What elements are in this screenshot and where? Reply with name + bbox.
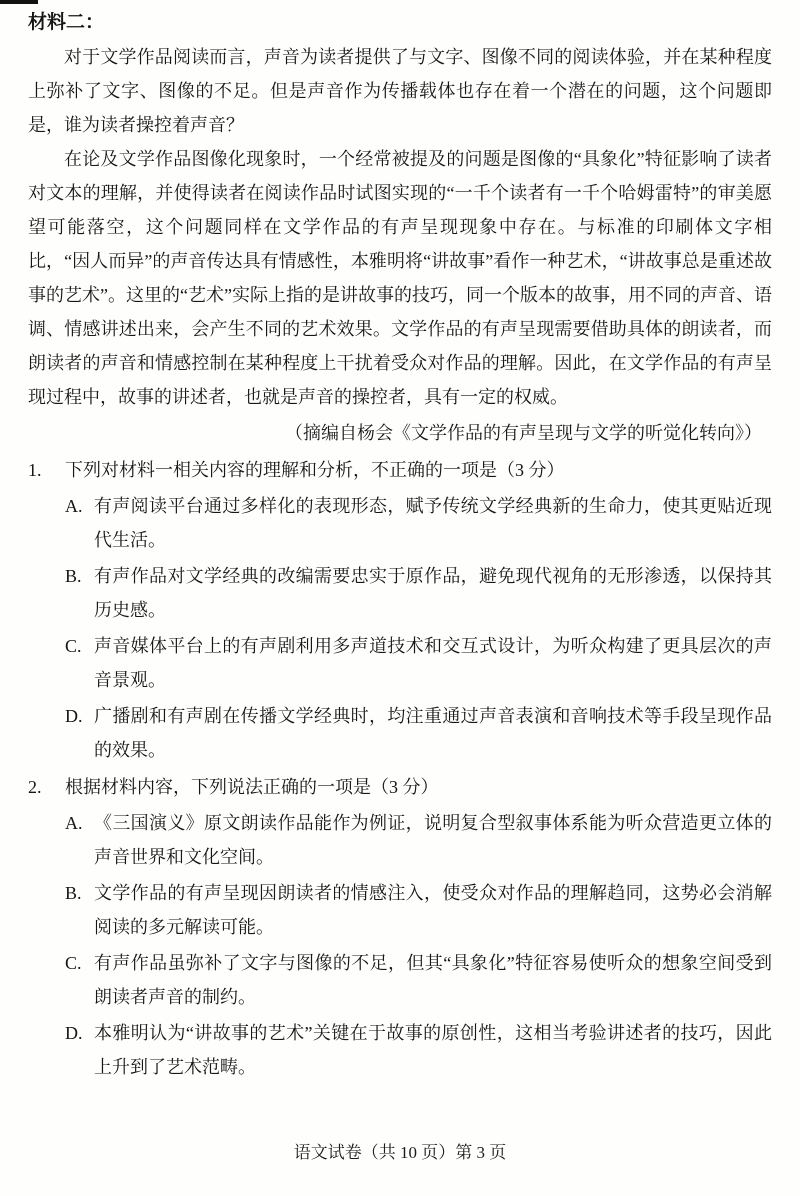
question-1-stem-row [28,453,772,487]
question-2-option-b [65,876,772,944]
material-heading: 材料二： [28,12,105,33]
option-text: 本雅明认为“讲故事的艺术”关键在于故事的原创性，这相当考验讲述者的技巧，因此上升到了艺术范畴。 [94,1023,772,1077]
option-label: C. [65,636,82,656]
question-1-option-a [65,489,772,557]
material-paragraph-1: 对于文学作品阅读而言，声音为读者提供了与文字、图像不同的阅读体验，并在某种程度上弥补了文字、图像的不足。但是声音作为传播载体也存在着一个潜在的问题，这个问题即是，谁为读者操控着声音？ [28,47,772,135]
option-label: D. [65,1023,83,1043]
option-label: B. [65,566,82,586]
question-2-stem: 根据材料内容，下列说法正确的一项是（3 分） [65,777,439,797]
option-label: A. [65,496,83,516]
option-text: 有声作品对文学经典的改编需要忠实于原作品，避免现代视角的无形渗透，以保持其历史感。 [94,566,772,620]
option-text: 有声作品虽弥补了文字与图像的不足，但其“具象化”特征容易使听众的想象空间受到朗读者声音的制约。 [94,953,772,1007]
option-label: B. [65,883,82,903]
question-1-number: 1. [28,460,42,480]
question-1-option-b [65,559,772,627]
option-label: A. [65,813,83,833]
material-paragraph-2: 在论及文学作品图像化现象时，一个经常被提及的问题是图像的“具象化”特征影响了读者对文本的理解，并使得读者在阅读作品时试图实现的“一千个读者有一千个哈姆雷特”的审美愿望可能落空，这个问题同样在文学作品的有声呈现现象中存在。与标准的印刷体文字相比，“因人而异”的声音传达具有情感性，本雅明将“讲故事”看作一种艺术，“讲故事总是重述故事的艺术”。这里的“艺术”实际上指的是讲故事的技巧，同一个版本的故事，用不同的声音、语调、情感讲述出来，会产生不同的艺术效果。文学作品的有声呈现需要借助具体的朗读者，而朗读者的声音和情感控制在某种程度上干扰着受众对作品的理解。因此，在文学作品的有声呈现过程中，故事的讲述者，也就是声音的操控者，具有一定的权威。 [28,149,772,407]
scan-artifact [0,0,38,4]
question-2 [28,770,772,1084]
question-2-stem-row [28,770,772,804]
option-text: 《三国演义》原文朗读作品能作为例证，说明复合型叙事体系能为听众营造更立体的声音世界和文化空间。 [94,813,772,867]
option-text: 广播剧和有声剧在传播文学经典时，均注重通过声音表演和音响技术等手段呈现作品的效果。 [94,706,772,760]
question-1-stem: 下列对材料一相关内容的理解和分析，不正确的一项是（3 分） [65,460,565,480]
option-text: 声音媒体平台上的有声剧利用多声道技术和交互式设计，为听众构建了更具层次的声音景观。 [94,636,772,690]
question-2-option-c [65,946,772,1014]
question-1-option-d [65,699,772,767]
page-footer: 语文试卷（共 10 页）第 3 页 [293,1143,507,1162]
option-text: 文学作品的有声呈现因朗读者的情感注入，使受众对作品的理解趋同，这势必会消解阅读的多元解读可能。 [94,883,772,937]
option-label: D. [65,706,83,726]
option-text: 有声阅读平台通过多样化的表现形态，赋予传统文学经典新的生命力，使其更贴近现代生活。 [94,496,772,550]
question-1-option-c [65,629,772,697]
question-2-option-d [65,1016,772,1084]
question-2-option-a [65,806,772,874]
source-citation: （摘编自杨会《文学作品的有声呈现与文学的听觉化转向》） [285,423,762,443]
question-2-number: 2. [28,777,42,797]
question-1 [28,453,772,767]
option-label: C. [65,953,82,973]
